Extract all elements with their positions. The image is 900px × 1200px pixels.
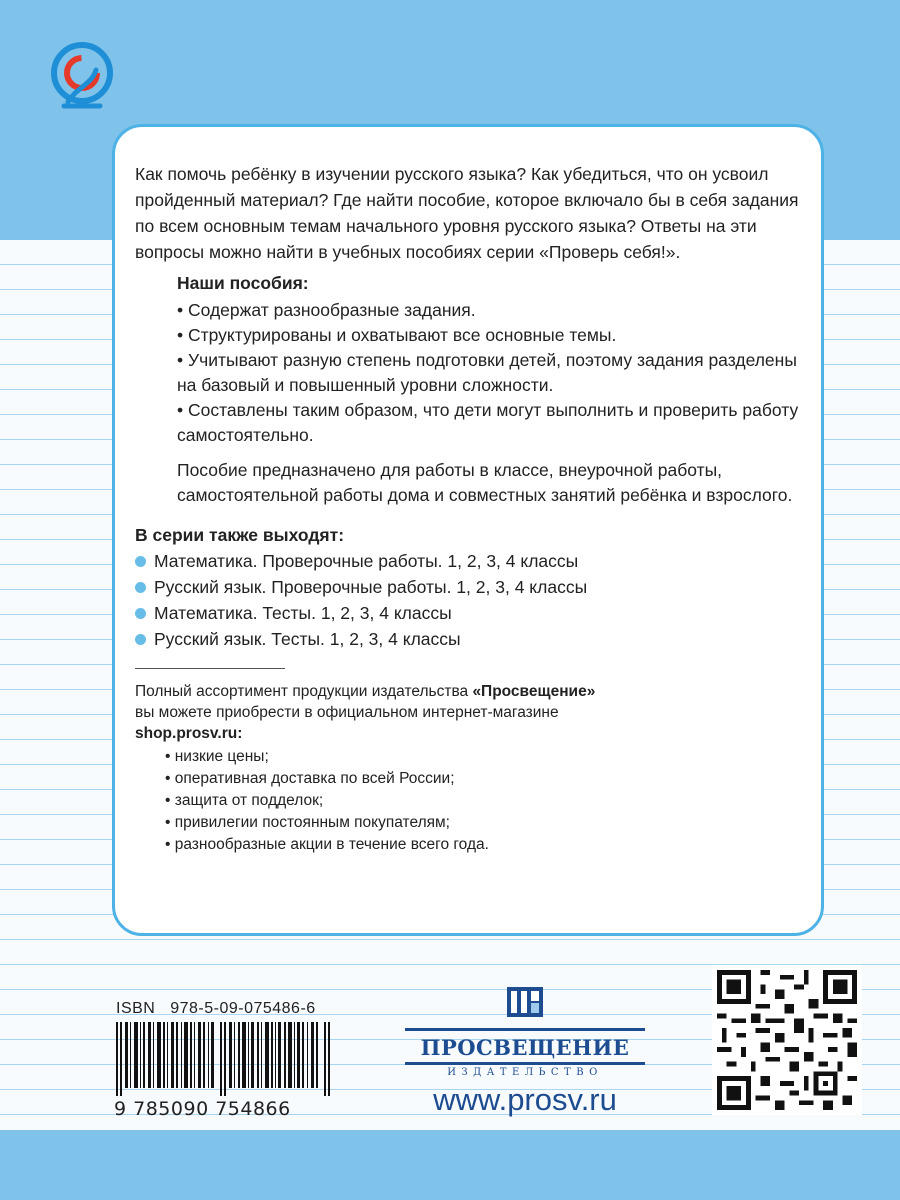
isbn-block <box>114 1000 334 1120</box>
isbn-number: 978-5-09-075486-6 <box>170 1000 316 1017</box>
ean-number: 9 785090 754866 <box>114 1098 291 1120</box>
benefit-item: • низкие цены; <box>165 748 269 765</box>
series-item-label: Математика. Проверочные работы. 1, 2, 3, 4 классы <box>154 551 579 571</box>
benefit-item: • защита от подделок; <box>165 792 324 809</box>
benefit-item: • оперативная доставка по всей России; <box>165 770 455 787</box>
benefits-list <box>135 746 805 856</box>
features-heading: Наши пособия: <box>177 273 309 293</box>
barcode <box>114 1022 334 1096</box>
publisher-website[interactable]: www.prosv.ru <box>433 1082 617 1117</box>
series-item-label: Русский язык. Тесты. 1, 2, 3, 4 классы <box>154 629 461 649</box>
benefit-item: • разнообразные акции в течение всего года. <box>165 836 489 853</box>
divider <box>135 668 285 669</box>
shop-url-link[interactable]: shop.prosv.ru <box>135 725 238 742</box>
bullet-dot-icon <box>135 582 146 593</box>
bullet-dot-icon <box>135 556 146 567</box>
series-item <box>135 574 805 600</box>
publisher-logo-icon <box>505 985 545 1019</box>
series-logo-icon <box>46 40 118 112</box>
publisher-name: ПРОСВЕЩЕНИЕ <box>405 1028 645 1065</box>
series-item <box>135 548 805 574</box>
shop-url-line <box>135 723 805 744</box>
series-section <box>135 522 805 652</box>
publisher-name-inline: «Просвещение» <box>472 683 596 700</box>
feature-item: • Структурированы и охватывают все основные темы. <box>177 325 617 345</box>
series-item-label: Русский язык. Проверочные работы. 1, 2, 3, 4 классы <box>154 577 588 597</box>
bullet-dot-icon <box>135 634 146 645</box>
benefit-item: • привилегии постоянным покупателям; <box>165 814 450 831</box>
publisher-subtitle: ИЗДАТЕЛЬСТВО <box>447 1067 603 1078</box>
series-heading: В серии также выходят: <box>135 525 345 545</box>
features-section <box>135 271 805 508</box>
purpose-text: Пособие предназначено для работы в классе, внеурочной работы, самостоятельной работы дома и совместных занятий ребёнка и взрослого. <box>177 460 793 505</box>
shop-url-colon: : <box>237 725 243 742</box>
feature-item: • Учитывают разную степень подготовки детей, поэтому задания разделены на базовый и повышенный уровни сложности. <box>177 350 797 395</box>
series-item-label: Математика. Тесты. 1, 2, 3, 4 классы <box>154 603 452 623</box>
shop-line-1-text: Полный ассортимент продукции издательства <box>135 683 473 700</box>
bullet-dot-icon <box>135 608 146 619</box>
series-item <box>135 626 805 652</box>
publisher-block <box>405 985 645 1078</box>
isbn-label: ISBN <box>116 1000 156 1017</box>
shop-line-2: вы можете приобрести в официальном интернет-магазине <box>135 704 559 721</box>
qr-code[interactable] <box>712 965 862 1115</box>
isbn-line <box>116 1000 334 1018</box>
bottom-band <box>0 1130 900 1200</box>
shop-line-1 <box>135 681 805 702</box>
shop-info <box>135 681 805 744</box>
intro-text: Как помочь ребёнку в изучении русского языка? Как убедиться, что он усвоил пройденный материал? Где найти пособие, которое включало бы в себя задания по всем основным темам начального уровня русского языка? Ответы на эти вопросы можно найти в учебных пособиях серии «Проверь себя!». <box>135 164 799 262</box>
series-item <box>135 600 805 626</box>
feature-item: • Содержат разнообразные задания. <box>177 300 476 320</box>
description-panel <box>112 124 824 936</box>
feature-item: • Составлены таким образом, что дети могут выполнить и проверить работу самостоятельно. <box>177 400 799 445</box>
